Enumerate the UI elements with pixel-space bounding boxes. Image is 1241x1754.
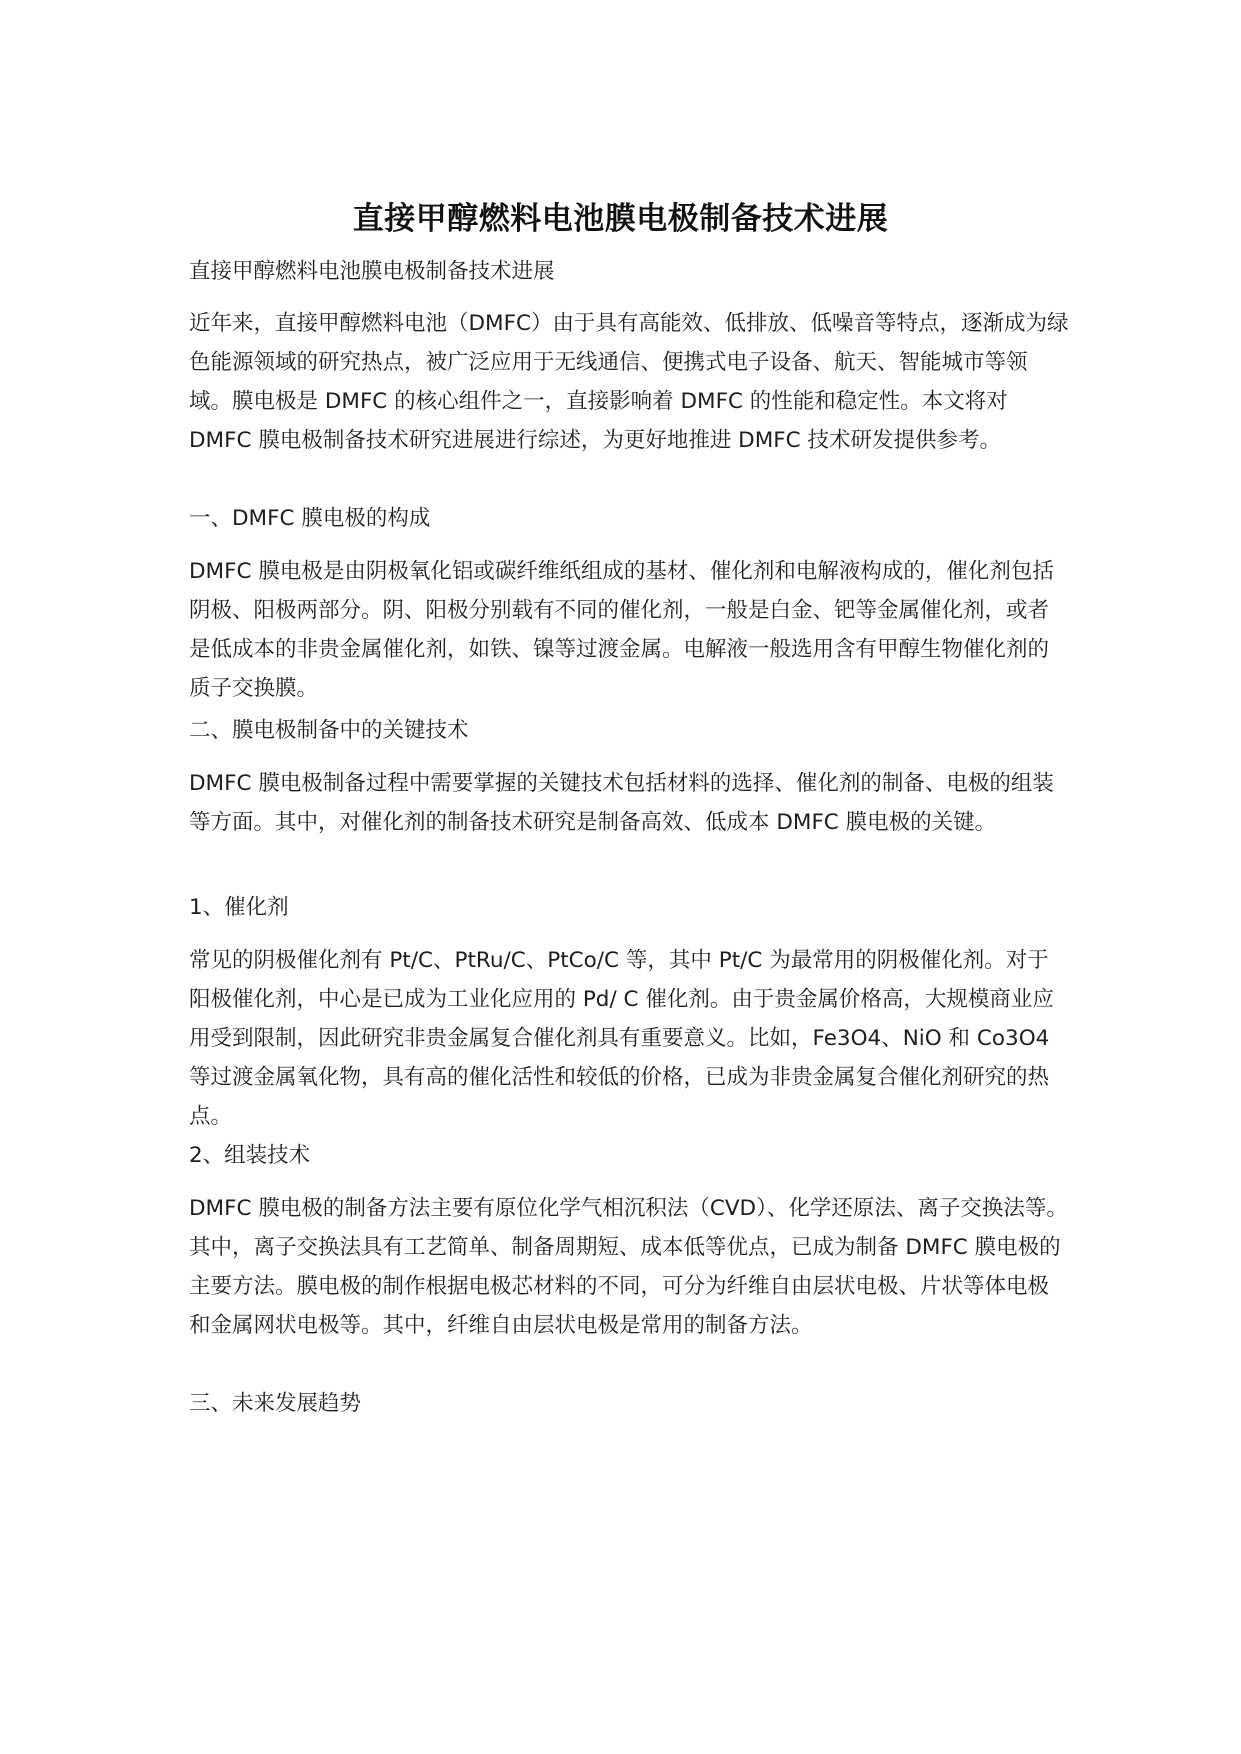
catalyst-paragraph: 常见的阴极催化剂有 Pt/C、PtRu/C、PtCo/C 等，其中 Pt/C 为最常用的阴极催化剂。对于阳极催化剂，中心是已成为工业化应用的 Pd/ C 催化剂。由于贵金属价格高，大规模商业应用受到限制，因此研究非贵金属复合催化剂具有重要意义。比如，Fe3O4、NiO 和 Co3O4 等过渡金属氧化物，具有高的催化活性和较低的价格，已成为非贵金属复合催化剂研究的热点。 bbox=[189, 948, 1054, 1129]
key-techniques-paragraph: DMFC 膜电极制备过程中需要掌握的关键技术包括材料的选择、催化剂的制备、电极的组装等方面。其中，对催化剂的制备技术研究是制备高效、低成本 DMFC 膜电极的关键。 bbox=[189, 771, 1054, 835]
assembly-paragraph: DMFC 膜电极的制备方法主要有原位化学气相沉积法（CVD）、化学还原法、离子交换法等。其中，离子交换法具有工艺简单、制备周期短、成本低等优点，已成为制备 DMFC 膜电极的主要方法。膜电极的制作根据电极芯材料的不同，可分为纤维自由层状电极、片状等体电极和金属网状电极等。其中，纤维自由层状电极是常用的制备方法。 bbox=[189, 1196, 1068, 1338]
composition-paragraph: DMFC 膜电极是由阴极氧化铝或碳纤维纸组成的基材、催化剂和电解液构成的，催化剂包括阴极、阳极两部分。阴、阳极分别载有不同的催化剂，一般是白金、钯等金属催化剂，或者是低成本的非贵金属催化剂，如铁、镍等过渡金属。电解液一般选用含有甲醇生物催化剂的质子交换膜。 bbox=[189, 559, 1054, 701]
subsection-heading-catalyst: 1、催化剂 bbox=[189, 895, 289, 920]
subsection-heading-assembly: 2、组装技术 bbox=[189, 1143, 311, 1168]
section-heading-key-techniques: 二、膜电极制备中的关键技术 bbox=[189, 718, 469, 743]
section-heading-future-trends: 三、未来发展趋势 bbox=[189, 1391, 362, 1416]
section-heading-composition: 一、DMFC 膜电极的构成 bbox=[189, 506, 431, 531]
document-title: 直接甲醇燃料电池膜电极制备技术进展 bbox=[352, 200, 889, 237]
document-subtitle: 直接甲醇燃料电池膜电极制备技术进展 bbox=[189, 259, 555, 284]
intro-paragraph: 近年来，直接甲醇燃料电池（DMFC）由于具有高能效、低排放、低噪音等特点，逐渐成为绿色能源领域的研究热点，被广泛应用于无线通信、便携式电子设备、航天、智能城市等领域。膜电极是 DMFC 的核心组件之一，直接影响着 DMFC 的性能和稳定性。本文将对 DMFC 膜电极制备技术研究进展进行综述，为更好地推进 DMFC 技术研发提供参考。 bbox=[189, 311, 1069, 453]
